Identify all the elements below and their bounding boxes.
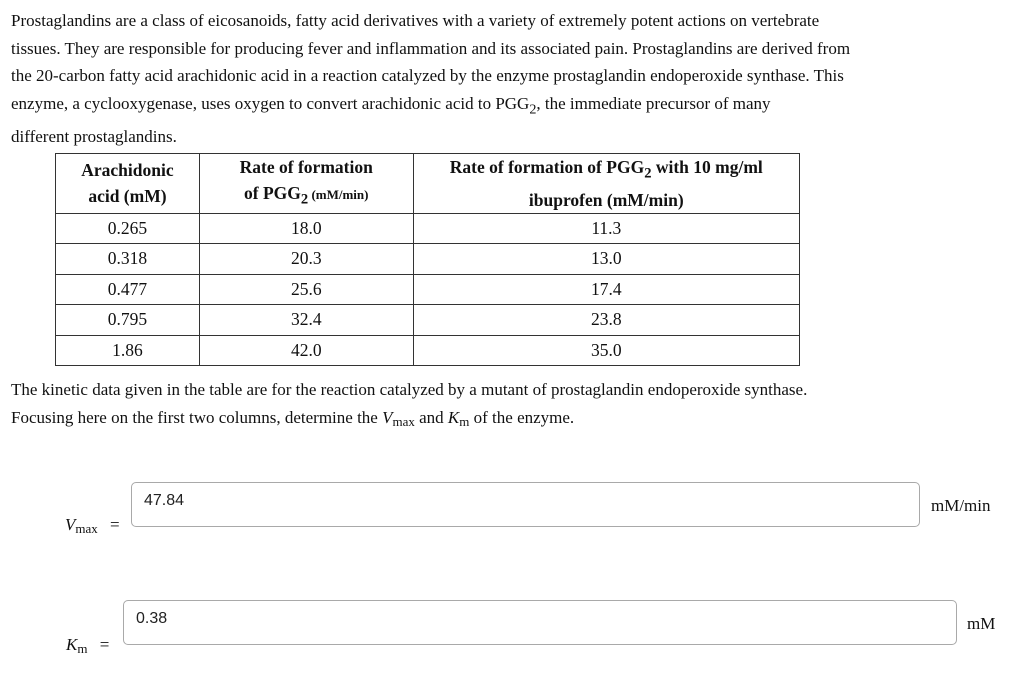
cell-acid: 0.318 <box>56 244 200 275</box>
cell-rate-ibuprofen: 11.3 <box>413 213 799 244</box>
km-answer-field[interactable] <box>123 600 957 645</box>
cell-rate-ibuprofen: 13.0 <box>413 244 799 275</box>
cell-acid: 0.265 <box>56 213 200 244</box>
table-row <box>56 274 800 305</box>
vmax-answer-field[interactable] <box>131 482 920 527</box>
vmax-unit: mM/min <box>931 496 991 515</box>
km-unit: mM <box>967 614 996 633</box>
intro-line-2: tissues. They are responsible for producing fever and inflammation and its associated pain. Prostaglandins are derived from <box>11 38 851 58</box>
intro-line-1: Prostaglandins are a class of eicosanoids, fatty acid derivatives with a variety of extremely potent actions on vertebrate <box>11 11 820 30</box>
intro-line-4a: enzyme, a cyclooxygenase, uses oxygen to convert arachidonic acid to PGG <box>11 93 530 113</box>
cell-rate: 25.6 <box>199 274 413 305</box>
cell-acid: 1.86 <box>56 335 200 366</box>
question-line-1: The kinetic data given in the table are for the reaction catalyzed by a mutant of prostaglandin endoperoxide synthase. <box>11 380 808 399</box>
vmax-value: 47.84 <box>144 492 185 509</box>
vmax-label: Vmax = <box>65 515 120 536</box>
cell-rate: 20.3 <box>199 244 413 275</box>
header-rate-formation: Rate of formation of $PGG_2$ (mM/min) <box>199 154 413 214</box>
table-row <box>56 335 800 366</box>
intro-paragraph <box>11 7 1011 151</box>
km-symbol: Km <box>447 408 470 429</box>
kinetic-data-table <box>55 153 800 366</box>
intro-line-4b: , the immediate precursor of many <box>536 93 771 113</box>
intro-subscript: 2 <box>529 100 537 117</box>
header-rate-with-ibuprofen: Rate of formation of $PGG_2$ with 10 mg/ml ibuprofen (mM/min) <box>413 154 799 214</box>
question-line-2a: Focusing here on the first two columns, determine the <box>11 408 383 427</box>
cell-rate-ibuprofen: 17.4 <box>413 274 799 305</box>
vmax-symbol: Vmax <box>382 408 415 429</box>
intro-line-3: the 20-carbon fatty acid arachidonic acid in a reaction catalyzed by the enzyme prostaglandin endoperoxide synthase. This <box>11 66 844 85</box>
table-row <box>56 305 800 336</box>
cell-acid: 0.477 <box>56 274 200 305</box>
question-line-2b: of the enzyme. <box>469 408 575 427</box>
table-header-row <box>56 154 800 214</box>
cell-rate: 32.4 <box>199 305 413 336</box>
cell-rate-ibuprofen: 35.0 <box>413 335 799 366</box>
table-row <box>56 213 800 244</box>
km-value: 0.38 <box>136 610 168 627</box>
cell-acid: 0.795 <box>56 305 200 336</box>
header-arachidonic-acid: Arachidonic acid (mM) <box>56 154 200 214</box>
cell-rate-ibuprofen: 23.8 <box>413 305 799 336</box>
table-row <box>56 244 800 275</box>
question-text: The kinetic data given in the table are for the reaction catalyzed by a mutant of prostaglandin endoperoxide synthase. Focusing here on the first two columns, determine the Vmax and Km of the enzyme. <box>11 380 808 429</box>
cell-rate: 42.0 <box>199 335 413 366</box>
intro-line-5: different prostaglandins. <box>11 127 177 147</box>
cell-rate: 18.0 <box>199 213 413 244</box>
km-label: Km = <box>66 635 110 656</box>
